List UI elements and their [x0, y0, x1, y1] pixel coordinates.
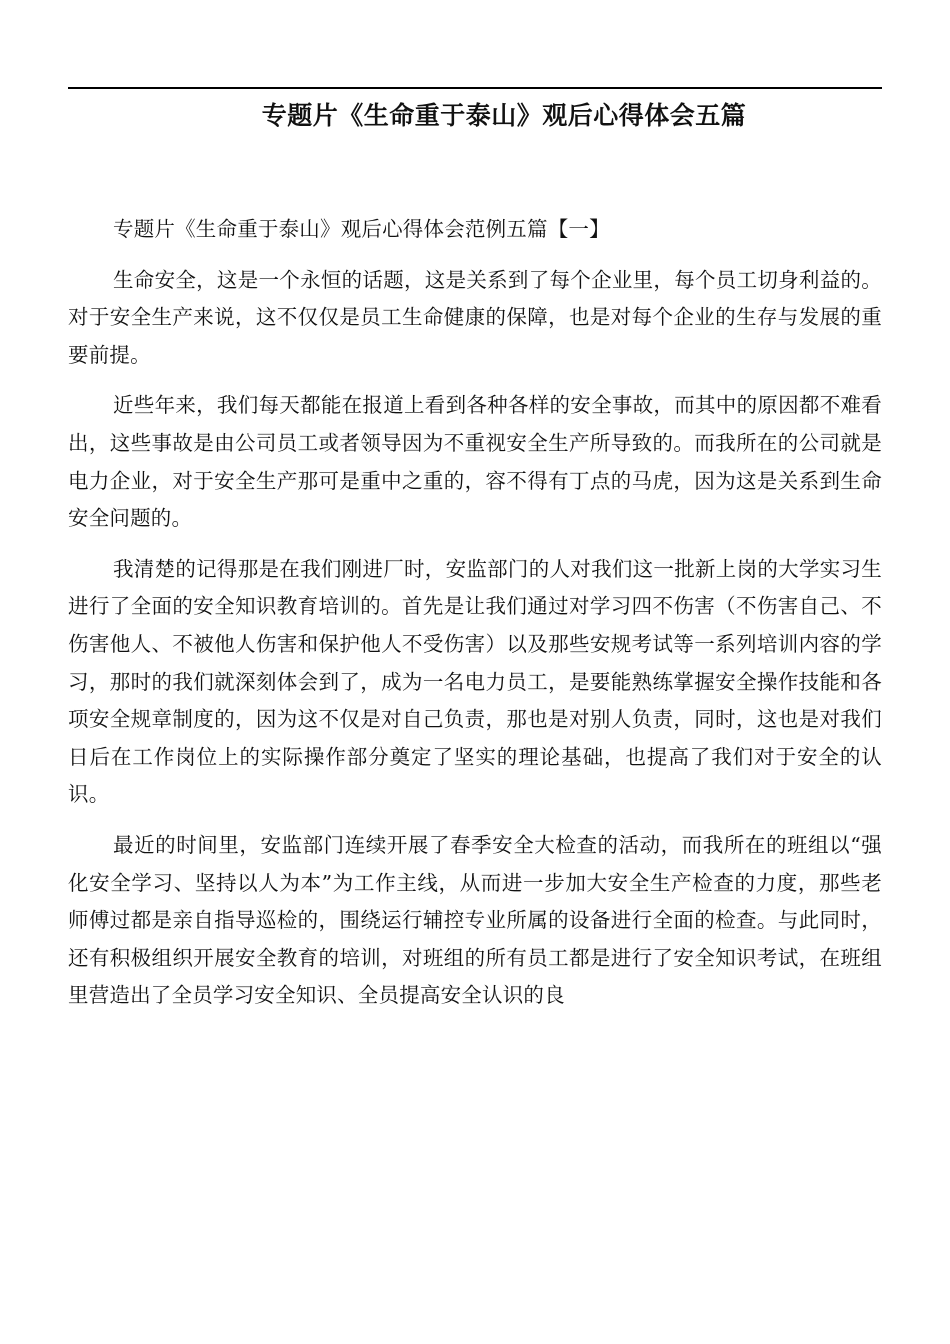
- document-title: 专题片《生命重于泰山》观后心得体会五篇: [261, 101, 747, 130]
- section-heading: 专题片《生命重于泰山》观后心得体会范例五篇【一】: [113, 217, 610, 241]
- paragraph: 近些年来，我们每天都能在报道上看到各种各样的安全事故，而其中的原因都不难看出，这些事故是由公司员工或者领导因为不重视安全生产所导致的。而我所在的公司就是电力企业，对于安全生产那可是重中之重的，容不得有丁点的马虎，因为这是关系到生命安全问题的。: [68, 393, 882, 531]
- header-rule: [68, 87, 882, 89]
- paragraph: 最近的时间里，安监部门连续开展了春季安全大检查的活动，而我所在的班组以“强化安全学习、坚持以人为本”为工作主线，从而进一步加大安全生产检查的力度，那些老师傅过都是亲自指导巡检的，围绕运行辅控专业所属的设备进行全面的检查。与此同时，还有积极组织开展安全教育的培训，对班组的所有员工都是进行了安全知识考试，在班组里营造出了全员学习安全知识、全员提高安全认识的良: [68, 832, 882, 1008]
- document-body: [68, 211, 882, 1015]
- paragraph: 我清楚的记得那是在我们刚进厂时，安监部门的人对我们这一批新上岗的大学实习生进行了全面的安全知识教育培训的。首先是让我们通过对学习四不伤害（不伤害自己、不伤害他人、不被他人伤害和保护他人不受伤害）以及那些安规考试等一系列培训内容的学习，那时的我们就深刻体会到了，成为一名电力员工，是要能熟练掌握安全操作技能和各项安全规章制度的，因为这不仅是对自己负责，那也是对别人负责，同时，这也是对我们日后在工作岗位上的实际操作部分奠定了坚实的理论基础，也提高了我们对于安全的认识。: [68, 556, 882, 807]
- paragraph: 生命安全，这是一个永恒的话题，这是关系到了每个企业里，每个员工切身利益的。对于安全生产来说，这不仅仅是员工生命健康的保障，也是对每个企业的生存与发展的重要前提。: [68, 267, 882, 367]
